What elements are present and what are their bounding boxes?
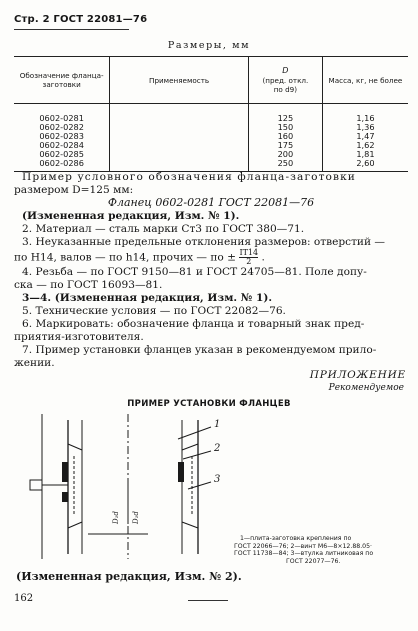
cell-designation: 0602-0285	[39, 149, 84, 159]
left-bushing-hatch	[62, 462, 68, 482]
caption-line-3: ГОСТ 11738—84; 3—втулка литниковая по	[234, 550, 374, 558]
amendment-3-4: 3—4. (Измененная редакция, Изм. № 1).	[22, 292, 273, 304]
caption-line-2: ГОСТ 22066—76; 2—винт М6—8×12.88.05·	[234, 542, 373, 550]
cell-designation: 0602-0282	[39, 122, 84, 132]
cell-designation: 0602-0286	[39, 158, 84, 168]
item-4-line-1: 4. Резьба — по ГОСТ 9150—81 и ГОСТ 24705—81. Поле допу-	[22, 266, 367, 278]
cell-d: 175	[248, 141, 322, 150]
cell-mass: 2,60	[322, 159, 408, 172]
cell-applicability	[110, 159, 249, 172]
appendix-note: Рекомендуемое	[328, 383, 404, 393]
item-7-line-2: жении.	[14, 357, 55, 369]
cell-designation: 0602-0283	[39, 131, 84, 141]
cell-designation: 0602-0284	[39, 140, 84, 150]
cell-mass: 1,81	[322, 150, 408, 159]
item-6-line-1: 6. Маркировать: обозначение фланца и товарный знак пред-	[22, 318, 365, 330]
left-flange	[68, 444, 82, 528]
example-line-1: Пример условного обозначения фланца-заготовки	[22, 171, 356, 183]
right-bushing-hatch	[178, 462, 184, 482]
cell-designation: 0602-0281	[39, 113, 84, 123]
item-2: 2. Материал — сталь марки Ст3 по ГОСТ 380—71.	[22, 223, 305, 235]
table-row	[14, 159, 408, 172]
header-d-tolerance: (пред. откл.	[262, 76, 309, 85]
item-3-line-1: 3. Неуказанные предельные отклонения размеров: отверстий —	[22, 236, 386, 248]
amendment-2: (Измененная редакция, Изм. № 2).	[16, 570, 242, 583]
page-header: Стр. 2 ГОСТ 22081—76	[14, 14, 148, 25]
cell-d: 200	[248, 150, 322, 159]
cell-applicability	[110, 123, 249, 132]
caption-line-1: 1—плита-заготовка крепления по	[240, 535, 352, 542]
example-formula: Фланец 0602-0281 ГОСТ 22081—76	[107, 196, 315, 209]
cell-d: 150	[248, 123, 322, 132]
cell-d: 250	[248, 159, 322, 172]
header-d-tolerance-2: по d9)	[273, 85, 298, 94]
fraction-denominator: 2	[246, 257, 252, 266]
item-4-line-2: ска — по ГОСТ 16093—81.	[14, 279, 163, 291]
nozzle-tip	[30, 480, 42, 490]
example-line-2: размером D=125 мм:	[14, 184, 134, 196]
figure-caption	[234, 535, 414, 565]
footer-rule	[188, 600, 228, 601]
item-7-line-1: 7. Пример установки фланцев указан в рекомендуемом прило-	[22, 344, 377, 356]
cell-d: 125	[248, 104, 322, 124]
item-3-line-2	[14, 249, 408, 266]
amendment-1: (Измененная редакция, Изм. № 1).	[22, 210, 240, 222]
item-3-end: .	[261, 251, 265, 264]
item-5: 5. Технические условия — по ГОСТ 22082—76.	[22, 305, 286, 317]
cell-applicability	[110, 132, 249, 141]
leader-2	[183, 451, 211, 459]
header-d	[248, 57, 322, 104]
header-designation: Обозначение фланца-заготовки	[14, 57, 110, 104]
dimension-label-2: D₁d	[132, 511, 140, 524]
table-title: Размеры, мм	[167, 40, 251, 51]
appendix-label: ПРИЛОЖЕНИЕ	[309, 369, 406, 381]
cell-mass: 1,47	[322, 132, 408, 141]
item-6-line-2: приятия-изготовителя.	[14, 331, 144, 343]
callout-2: 2	[214, 443, 221, 454]
page-number: 162	[14, 593, 34, 604]
cell-mass: 1,36	[322, 123, 408, 132]
item-3-text: по Н14, валов — по h14, прочих — по ±	[14, 251, 237, 264]
fraction-numerator: IT14	[239, 248, 259, 257]
header-applicability: Применяемость	[110, 57, 249, 104]
callout-1: 1	[214, 419, 221, 430]
header-rule	[14, 29, 129, 30]
cell-mass: 1,62	[322, 141, 408, 150]
tolerance-fraction	[239, 249, 258, 266]
cell-applicability	[110, 141, 249, 150]
left-screw-hatch	[62, 492, 68, 502]
figure-title: ПРИМЕР УСТАНОВКИ ФЛАНЦЕВ	[127, 399, 291, 409]
cell-applicability	[110, 150, 249, 159]
leader-1	[178, 427, 211, 439]
header-d-symbol: D	[282, 66, 289, 75]
callout-3: 3	[214, 474, 221, 485]
cell-applicability	[110, 104, 249, 124]
dimensions-table	[14, 56, 408, 172]
cell-d: 160	[248, 132, 322, 141]
caption-line-4: ГОСТ 22077—76.	[286, 557, 341, 565]
cell-mass: 1,16	[322, 104, 408, 124]
leader-3	[188, 482, 211, 489]
flange-installation-drawing	[28, 414, 228, 559]
table-row	[14, 104, 408, 124]
header-mass: Масса, кг, не более	[322, 57, 408, 104]
dimension-label-1: D₁d	[112, 511, 120, 524]
